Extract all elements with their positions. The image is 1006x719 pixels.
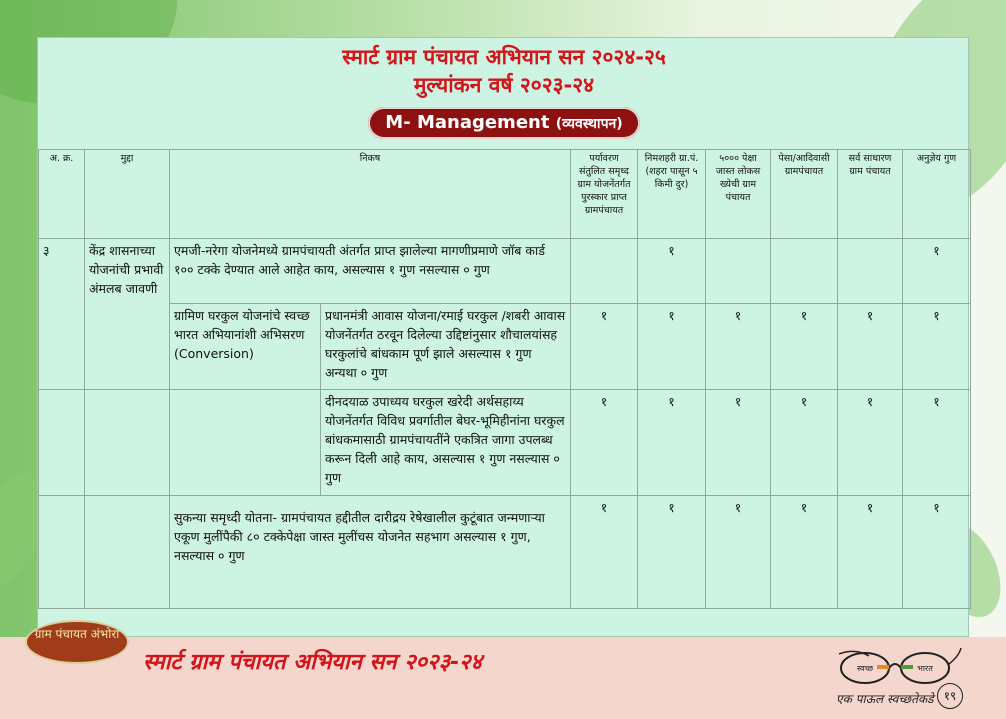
gram-panchayat-badge: ग्राम पंचायत अंभोरा [25, 620, 129, 664]
header-sr: अ. क्र. [39, 150, 85, 239]
evaluation-year: मुल्यांकन वर्ष २०२३-२४ [413, 73, 595, 97]
permissible-score: १ [903, 390, 971, 496]
score-cell: १ [706, 496, 771, 609]
header-permissible-marks: अनुज्ञेय गुण [903, 150, 971, 239]
score-cell: १ [571, 496, 638, 609]
page-number: १९ [937, 683, 963, 709]
header-environment-gp: पर्यावरण संतुलित समृध्द ग्राम योजनेंतर्गत पुरस्कार प्राप्त ग्रामपंचायत [571, 150, 638, 239]
score-cell: १ [638, 496, 706, 609]
criteria-cell: दीनदयाळ उपाध्यय घरकुल खरेदी अर्थसहाय्य योजनेंतर्गत विविध प्रवर्गातील बेघर-भूमिहीनांना घरकुल बांधकमासाठी ग्रामपंचायतींने एकत्रित जागा उपलब्ध करून दिली आहे काय, असल्यास १ गुण नसल्यास ० गुण [321, 390, 571, 496]
header-row [39, 150, 971, 239]
permissible-score: १ [903, 496, 971, 609]
section-title: M- Management [385, 112, 550, 133]
score-cell: १ [771, 496, 838, 609]
table-row [39, 239, 971, 304]
score-cell: १ [838, 390, 903, 496]
score-cell: १ [571, 390, 638, 496]
content-panel [37, 37, 969, 637]
permissible-score: १ [903, 239, 971, 304]
logo-left-text: स्वच्छ [856, 664, 874, 673]
header-general-gp: सर्व साधारण ग्राम पंचायत [838, 150, 903, 239]
criteria-table [38, 149, 971, 609]
score-cell: १ [638, 390, 706, 496]
header-pesa-gp: पेसा/आदिवासी ग्रामपंचायत [771, 150, 838, 239]
score-cell: १ [706, 304, 771, 390]
serial-number: ३ [39, 239, 85, 390]
sub-topic-cell: ग्रामिण घरकुल योजनांचे स्वच्छ भारत अभियानांशी अभिसरण (Conversion) [170, 304, 321, 390]
table-row [39, 304, 971, 390]
score-cell: १ [838, 496, 903, 609]
logo-right-text: भारत [917, 664, 933, 673]
score-cell: १ [771, 390, 838, 496]
footer-title: स्मार्ट ग्राम पंचायत अभियान सन २०२३-२४ [143, 650, 483, 675]
criteria-cell: एमजी-नरेगा योजनेमध्ये ग्रामपंचायती अंतर्गत प्राप्त झालेल्या मागणीप्रमाणे जॉब कार्ड १०० टक्के देण्यात आले आहेत काय, असल्यास १ गुण नसल्यास ० गुण [170, 239, 571, 304]
score-cell: १ [638, 239, 706, 304]
criteria-cell: प्रधानमंत्री आवास योजना/रमाई घरकुल /शबरी आवास योजनेंतर्गत ठरवून दिलेल्या उद्दिष्टांनुसार शौचालयांसह घरकुलांचे बांधकाम पूर्ण झाले असल्यास १ गुण अन्यथा ० गुण [321, 304, 571, 390]
permissible-score: १ [903, 304, 971, 390]
header-population-gp: ५००० पेक्षा जास्त लोकस ख्येची ग्राम पंचायत [706, 150, 771, 239]
table-row [39, 390, 971, 496]
criteria-cell: सुकन्या समृध्दी योतना- ग्रामपंचायत हद्दीतील दारीद्रय रेषेखालील कुटूंबात जन्मणाऱ्या एकूण मुलींपैकी ८० टक्केपेक्षा जास्त मुलींचस योजनेत सहभाग असल्यास १ गुण, नसल्यास ० गुण [170, 496, 571, 609]
section-badge [368, 107, 640, 139]
swachh-bharat-spectacles-icon [835, 646, 963, 688]
section-subtitle: (व्यवस्थापन) [555, 116, 623, 132]
header-topic: मुद्दा [85, 150, 170, 239]
table-row [39, 496, 971, 609]
page-title: स्मार्ट ग्राम पंचायत अभियान सन २०२४-२५ [342, 45, 666, 69]
footer-tagline: एक पाऊल स्वच्छतेकडे [836, 692, 934, 706]
score-cell: १ [771, 304, 838, 390]
score-cell: १ [838, 304, 903, 390]
topic-cell: केंद्र शासनाच्या योजनांची प्रभावी अंमलब जावणी [85, 239, 170, 390]
score-cell: १ [706, 390, 771, 496]
score-cell: १ [571, 304, 638, 390]
header-semi-urban-gp: निमशहरी ग्रा.पं. (शहरा पासून ५ किमी दुर) [638, 150, 706, 239]
header-criteria: निकष [170, 150, 571, 239]
score-cell: १ [638, 304, 706, 390]
